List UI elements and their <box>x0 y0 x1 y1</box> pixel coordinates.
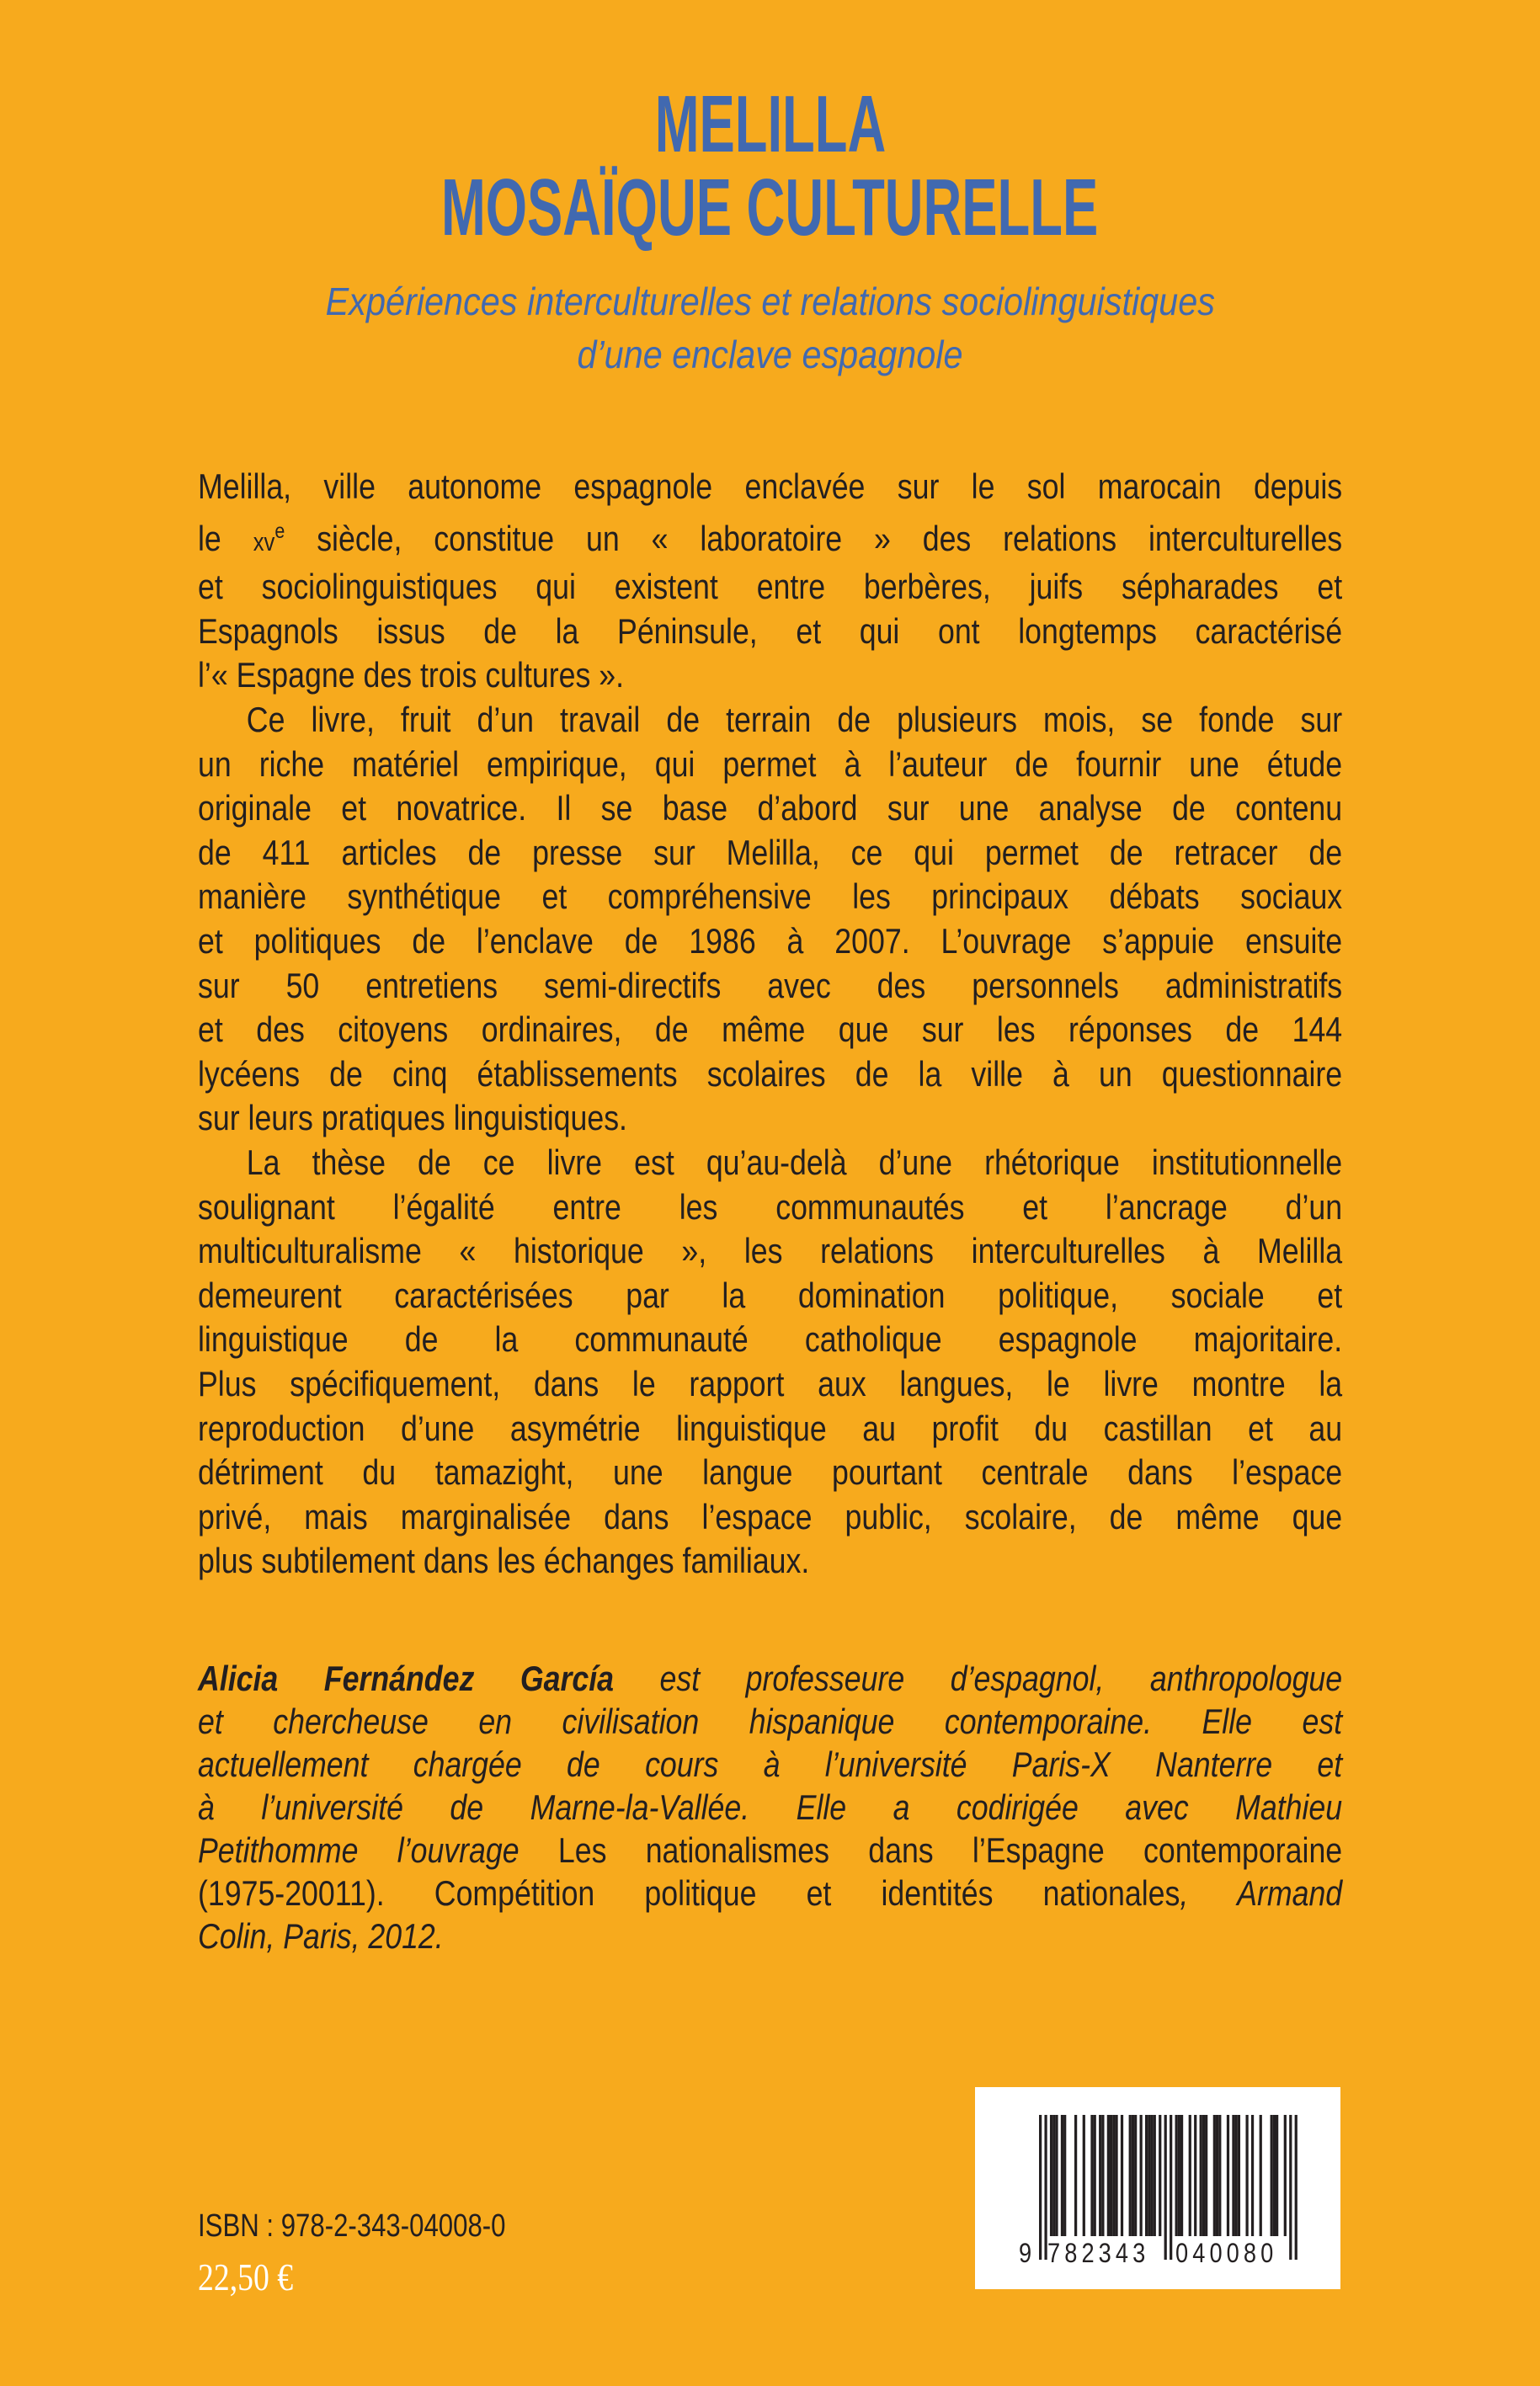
barcode-bar <box>1150 2115 1153 2236</box>
barcode-bar <box>1134 2115 1137 2236</box>
blurb-line <box>198 1451 1342 1495</box>
barcode-bar <box>1202 2115 1205 2236</box>
barcode-bar <box>1121 2115 1123 2236</box>
blurb-line <box>198 1407 1342 1451</box>
text-segment: sur 50 entretiens semi-directifs avec des personnels administratifs <box>198 965 1343 1005</box>
author-bio <box>198 1657 1342 1957</box>
barcode-bar <box>1110 2115 1112 2236</box>
barcode-bar <box>1115 2115 1117 2236</box>
barcode-bar <box>1216 2115 1218 2236</box>
text-segment: soulignant l’égalité entre les communautés et l’ancrage d’un <box>198 1186 1343 1227</box>
blurb-line <box>198 964 1342 1009</box>
barcode-bar <box>1295 2115 1298 2260</box>
barcode-bar <box>1170 2115 1172 2260</box>
blurb-line <box>198 786 1342 831</box>
barcode-bar <box>1061 2115 1063 2236</box>
barcode-bar <box>1284 2115 1287 2236</box>
barcode-bar <box>1205 2115 1207 2236</box>
barcode-bar <box>1276 2115 1278 2236</box>
blurb-line <box>198 919 1342 964</box>
blurb-line <box>198 509 1342 566</box>
barcode-bar <box>1251 2115 1254 2236</box>
bio-line <box>198 1872 1342 1915</box>
barcode-bar <box>1129 2115 1132 2236</box>
subtitle-line: Expériences interculturelles et relations sociolinguistiques <box>325 280 1215 323</box>
bio-line <box>198 1786 1342 1829</box>
barcode-bar <box>1050 2115 1052 2236</box>
blurb-line <box>198 610 1342 654</box>
text-segment: et chercheuse en civilisation hispanique contemporaine. Elle est <box>198 1702 1343 1741</box>
text-segment: La thèse de ce livre est qu’au-delà d’une rhétorique institutionnelle <box>246 1142 1343 1183</box>
barcode-bar <box>1245 2115 1248 2236</box>
barcode-bar <box>1039 2115 1042 2260</box>
barcode-bar <box>1178 2115 1180 2236</box>
barcode-bar <box>1101 2115 1104 2236</box>
subtitle-line: d’une enclave espagnole <box>577 333 963 376</box>
barcode-bar <box>1159 2115 1161 2236</box>
bio-line <box>198 1657 1342 1700</box>
title-text: MOSAÏQUE CULTURELLE <box>441 162 1099 253</box>
barcode-bar <box>1154 2115 1156 2236</box>
barcode-bar <box>1099 2115 1101 2236</box>
blurb-line <box>198 831 1342 876</box>
text-segment: siècle, constitue un « laboratoire » des relations interculturelles <box>285 518 1343 558</box>
text-segment: Espagnols issus de la Péninsule, et qui ont longtemps caractérisé <box>198 610 1343 651</box>
barcode-bar <box>1218 2115 1221 2236</box>
text-segment: linguistique de la communauté catholique espagnole majoritaire. <box>198 1319 1343 1360</box>
barcode-bar <box>1175 2115 1178 2236</box>
barcode-bar <box>1112 2115 1115 2236</box>
text-segment: détriment du tamazight, une langue pourtant centrale dans l’espace <box>198 1452 1343 1493</box>
blurb-line <box>198 698 1342 743</box>
blurb-line <box>198 1539 1342 1584</box>
blurb-line <box>198 465 1342 509</box>
price-label: 22,50 € <box>198 2256 294 2298</box>
text-segment: et politiques de l’enclave de 1986 à 2007. L’ouvrage s’appuie ensuite <box>198 921 1343 961</box>
blurb-line <box>198 1141 1342 1185</box>
barcode-bar <box>1271 2115 1273 2236</box>
text-segment: un riche matériel empirique, qui permet à l’auteur de fournir une étude <box>198 743 1343 784</box>
barcode-bar <box>1180 2115 1183 2236</box>
text-segment: reproduction d’une asymétrie linguistique au profit du castillan et au <box>198 1408 1343 1448</box>
barcode-bar <box>1148 2115 1150 2236</box>
barcode-bar <box>1090 2115 1093 2236</box>
barcode-bar <box>1055 2115 1058 2236</box>
text-segment: sur leurs pratiques linguistiques. <box>198 1098 627 1138</box>
barcode <box>975 2087 1340 2289</box>
barcode-bar <box>1200 2115 1202 2236</box>
text-segment: originale et novatrice. Il se base d’abord sur une analyse de contenu <box>198 788 1343 828</box>
barcode-bar <box>1289 2115 1292 2260</box>
barcode-bar <box>1094 2115 1096 2236</box>
bio-line <box>198 1700 1342 1743</box>
blurb-line <box>198 1362 1342 1407</box>
text-segment: demeurent caractérisées par la domination politique, sociale et <box>198 1275 1343 1315</box>
blurb-line <box>198 1229 1342 1274</box>
barcode-bar <box>1107 2115 1110 2236</box>
bio-line <box>198 1829 1342 1872</box>
blurb-line <box>198 1052 1342 1097</box>
barcode-bar <box>1235 2115 1238 2236</box>
text-segment: xv <box>253 528 275 557</box>
barcode-bar <box>1194 2115 1196 2236</box>
barcode-bar <box>1145 2115 1148 2236</box>
barcode-bar <box>1260 2115 1262 2236</box>
barcode-bar <box>1074 2115 1077 2236</box>
barcode-digits-left: 782343 <box>1047 2238 1150 2268</box>
text-segment: Ce livre, fruit d’un travail de terrain de plusieurs mois, se fonde sur <box>246 700 1343 740</box>
blurb-line <box>198 875 1342 919</box>
text-segment: est professeure d’espagnol, anthropologue <box>613 1659 1343 1698</box>
text-segment: à l’université de Marne-la-Vallée. Elle a codirigée avec Mathieu <box>198 1787 1343 1827</box>
barcode-bar <box>1213 2115 1216 2236</box>
text-segment: Les nationalismes dans l’Espagne contemporaine <box>557 1830 1343 1870</box>
blurb-line <box>198 1274 1342 1318</box>
text-segment: le <box>198 518 253 558</box>
title-text: MELILLA <box>654 79 886 169</box>
blurb-line <box>198 653 1342 698</box>
book-title-line1 <box>0 79 1540 169</box>
blurb-line <box>198 1096 1342 1141</box>
isbn-label: ISBN : 978-2-343-04008-0 <box>198 2208 506 2244</box>
barcode-bar <box>1273 2115 1276 2236</box>
bio-line <box>198 1915 1342 1957</box>
text-segment: lycéens de cinq établissements scolaires de la ville à un questionnaire <box>198 1053 1343 1094</box>
text-segment: et des citoyens ordinaires, de même que sur les réponses de 144 <box>198 1009 1343 1050</box>
barcode-digit-first: 9 <box>1019 2238 1036 2268</box>
blurb-line <box>198 565 1342 610</box>
barcode-digits-right: 040080 <box>1175 2238 1278 2268</box>
blurb-line <box>198 743 1342 787</box>
text-segment: Petithomme l’ouvrage <box>198 1830 558 1870</box>
barcode-bar <box>1052 2115 1055 2236</box>
text-segment: manière synthétique et compréhensive les principaux débats sociaux <box>198 876 1343 917</box>
text-segment: l’« Espagne des trois cultures ». <box>198 655 625 695</box>
text-segment: e <box>274 519 285 543</box>
text-segment: et sociolinguistiques qui existent entre berbères, juifs sépharades et <box>198 567 1343 607</box>
blurb-line <box>198 1185 1342 1230</box>
text-segment: , Armand <box>1180 1873 1343 1913</box>
blurb-text <box>198 465 1342 1584</box>
text-segment: plus subtilement dans les échanges familiaux. <box>198 1541 810 1581</box>
text-segment: actuellement chargée de cours à l’université Paris-X Nanterre et <box>198 1744 1343 1784</box>
barcode-bar <box>1164 2115 1167 2260</box>
text-segment: de 411 articles de presse sur Melilla, ce qui permet de retracer de <box>198 832 1343 872</box>
text-segment: multiculturalisme « historique », les relations interculturelles à Melilla <box>198 1231 1343 1271</box>
barcode-bar <box>1132 2115 1134 2236</box>
barcode-bar <box>1140 2115 1143 2236</box>
blurb-line <box>198 1008 1342 1052</box>
book-title-line2 <box>0 162 1540 253</box>
text-segment: Colin, Paris, 2012. <box>198 1916 444 1956</box>
text-segment: Plus spécifiquement, dans le rapport aux langues, le livre montre la <box>198 1363 1343 1403</box>
barcode-bar <box>1189 2115 1191 2236</box>
text-segment: privé, mais marginalisée dans l’espace public, scolaire, de même que <box>198 1496 1343 1537</box>
barcode-bar <box>1083 2115 1085 2236</box>
bio-line <box>198 1743 1342 1786</box>
blurb-line <box>198 1318 1342 1362</box>
author-name: Alicia Fernández García <box>198 1659 614 1698</box>
book-subtitle <box>0 275 1540 381</box>
barcode-bar <box>1238 2115 1240 2236</box>
barcode-bar <box>1063 2115 1066 2236</box>
text-segment: (1975-20011). Compétition politique et identités nationales <box>198 1873 1180 1913</box>
text-segment: Melilla, ville autonome espagnole enclavée sur le sol marocain depuis <box>198 466 1343 506</box>
blurb-line <box>198 1495 1342 1540</box>
barcode-bar <box>1227 2115 1229 2236</box>
barcode-bar <box>1232 2115 1234 2236</box>
